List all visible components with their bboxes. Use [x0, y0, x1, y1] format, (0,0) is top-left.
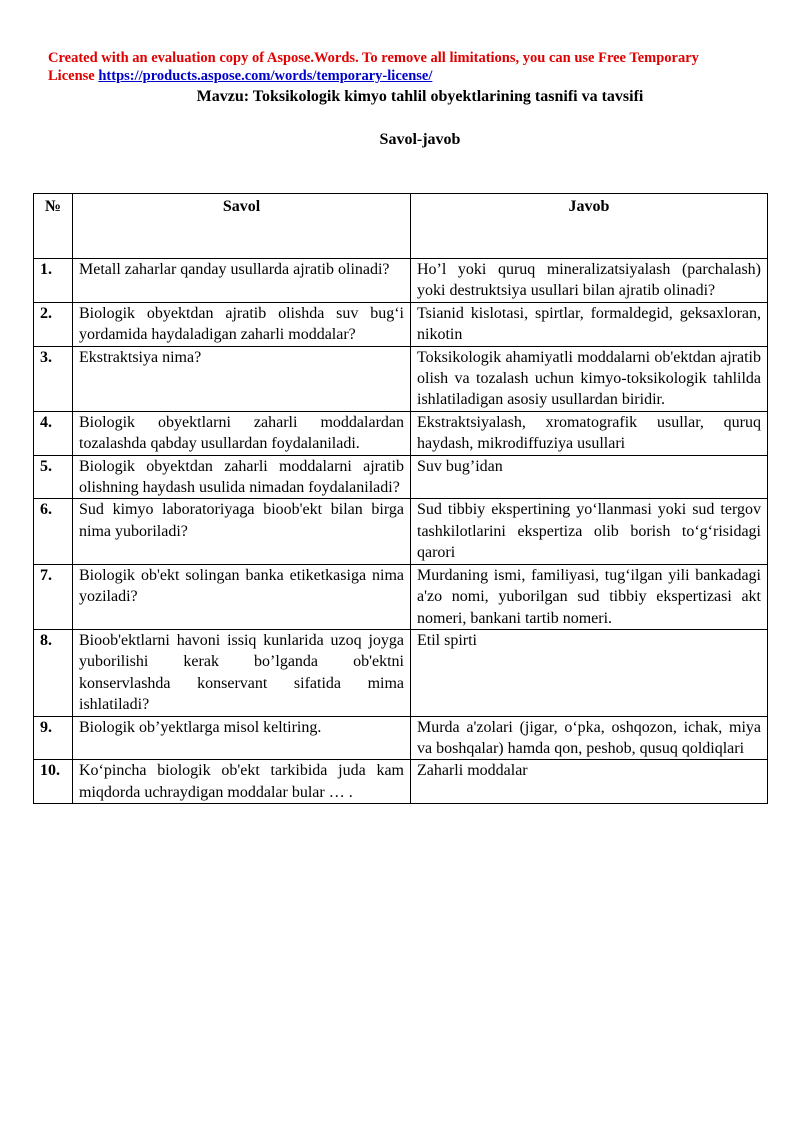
- table-header-row: [34, 194, 768, 259]
- row-number: 3.: [34, 346, 73, 411]
- row-number: 5.: [34, 455, 73, 499]
- question-cell: Metall zaharlar qanday usullarda ajratib olinadi?: [73, 259, 411, 303]
- answer-cell: Etil spirti: [411, 629, 768, 716]
- header-answer: Javob: [411, 194, 768, 259]
- question-cell: Bioob'ektlarni havoni issiq kunlarida uzoq joyga yuborilishi kerak bo’lganda ob'ektni konservlashda konservant sifatida mima ishlatiladi?: [73, 629, 411, 716]
- table-row: [34, 302, 768, 346]
- table-row: [34, 346, 768, 411]
- question-cell: Sud kimyo laboratoriyaga bioob'ekt bilan birga nima yuboriladi?: [73, 499, 411, 564]
- table-row: [34, 259, 768, 303]
- qa-table: [33, 193, 768, 804]
- page-title: Mavzu: Toksikologik kimyo tahlil obyektlarining tasnifi va tavsifi: [196, 88, 644, 105]
- page-subtitle: Savol-javob: [379, 131, 461, 148]
- table-row: [34, 760, 768, 804]
- row-number: 1.: [34, 259, 73, 303]
- row-number: 4.: [34, 411, 73, 455]
- row-number: 2.: [34, 302, 73, 346]
- watermark-text: Created with an evaluation copy of Aspose.Words. To remove all limitations, you can use Free Temporary License: [48, 50, 699, 84]
- answer-cell: Murdaning ismi, familiyasi, tug‘ilgan yili bankadagi a'zo nomi, yuborilgan sud tibbiy ekspertizasi akt nomeri, bankani tartib nomeri.: [411, 564, 768, 629]
- table-row: [34, 411, 768, 455]
- question-cell: Ekstraktsiya nima?: [73, 346, 411, 411]
- temporary-license-link[interactable]: https://products.aspose.com/words/temporary-license/: [98, 68, 433, 84]
- header-question: Savol: [73, 194, 411, 259]
- answer-cell: Sud tibbiy ekspertining yo‘llanmasi yoki sud tergov tashkilotlarini ekspertiza olib borish to‘g‘risidagi qarori: [411, 499, 768, 564]
- row-number: 9.: [34, 716, 73, 760]
- row-number: 6.: [34, 499, 73, 564]
- row-number: 10.: [34, 760, 73, 804]
- row-number: 7.: [34, 564, 73, 629]
- table-row: [34, 499, 768, 564]
- header-number: №: [34, 194, 73, 259]
- evaluation-watermark: [48, 49, 748, 85]
- question-cell: Biologik ob’yektlarga misol keltiring.: [73, 716, 411, 760]
- answer-cell: Suv bug’idan: [411, 455, 768, 499]
- answer-cell: Tsianid kislotasi, spirtlar, formaldegid, geksaxloran, nikotin: [411, 302, 768, 346]
- question-cell: Biologik ob'ekt solingan banka etiketkasiga nima yoziladi?: [73, 564, 411, 629]
- answer-cell: Ekstraktsiyalash, xromatografik usullar, quruq haydash, mikrodiffuziya usullari: [411, 411, 768, 455]
- answer-cell: Murda a'zolari (jigar, o‘pka, oshqozon, ichak, miya va boshqalar) hamda qon, peshob, qusuq qoldiqlari: [411, 716, 768, 760]
- row-number: 8.: [34, 629, 73, 716]
- answer-cell: Ho’l yoki quruq mineralizatsiyalash (parchalash) yoki destruktsiya usullari bilan ajratib olinadi?: [411, 259, 768, 303]
- answer-cell: Zaharli moddalar: [411, 760, 768, 804]
- question-cell: Ko‘pincha biologik ob'ekt tarkibida juda kam miqdorda uchraydigan moddalar bular … .: [73, 760, 411, 804]
- question-cell: Biologik obyektdan zaharli moddalarni ajratib olishning haydash usulida nimadan foydalaniladi?: [73, 455, 411, 499]
- question-cell: Biologik obyektdan ajratib olishda suv bug‘i yordamida haydaladigan zaharli moddalar?: [73, 302, 411, 346]
- question-cell: Biologik obyektlarni zaharli moddalardan tozalashda qabday usullardan foydalaniladi.: [73, 411, 411, 455]
- table-row: [34, 455, 768, 499]
- answer-cell: Toksikologik ahamiyatli moddalarni ob'ektdan ajratib olish va tozalash uchun kimyo-toksikologik tahlilda ishlatiladigan asosiy usullardan biridir.: [411, 346, 768, 411]
- table-row: [34, 564, 768, 629]
- table-row: [34, 629, 768, 716]
- table-row: [34, 716, 768, 760]
